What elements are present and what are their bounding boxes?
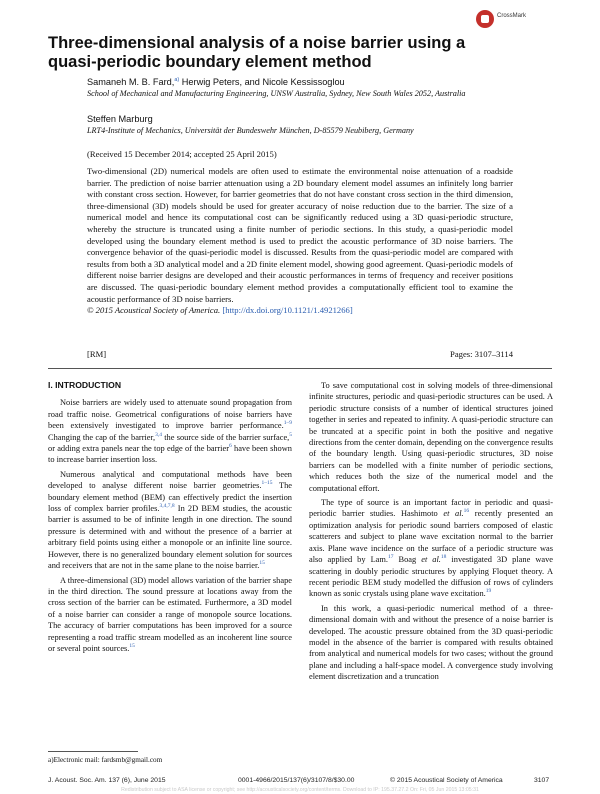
authors-line-2: Steffen Marburg	[87, 114, 153, 124]
crossmark-icon	[476, 10, 494, 28]
coauthor-names: Herwig Peters, and Nicole Kessissoglou	[179, 77, 345, 87]
paragraph: In this work, a quasi-periodic numerical method of a three-dimensional domain with and without the presence of a noise barrier is developed. The acoustic pressure obtained from the 3D quasi-periodic model in the absence of the barrier is compared with results obtained from analytical and numerical models for two cases; without the ground plane and including a half-space model. A convergence study involving element discretization and a truncation	[309, 603, 553, 682]
footer-society: © 2015 Acoustical Society of America	[390, 777, 503, 784]
rm-code: [RM]	[87, 349, 107, 359]
citation-ref[interactable]: 3,4	[155, 431, 162, 438]
footer-journal: J. Acoust. Soc. Am. 137 (6), June 2015	[48, 777, 166, 784]
citation-ref[interactable]: 5	[289, 431, 292, 438]
copyright-notice: © 2015 Acoustical Society of America.	[87, 305, 221, 316]
paragraph: To save computational cost in solving models of three-dimensional infinite structures, periodic and quasi-periodic structures can be used. A periodic structure consists of a number of identical structures joined together in series and repeated to infinity. A quasi-periodic structure can be truncated at a specific point in both the positive and negative directions from the center domain, depending on the convergence results of the boundary length. Using quasi-periodic structures, 3D noise barriers can be modelled with a finite number of periodic sections, which reduces both the size of the numerical model and the computational effort.	[309, 381, 553, 493]
citation-ref[interactable]: 15	[129, 643, 135, 650]
citation-ref[interactable]: 1–9	[283, 420, 292, 427]
author-footnote-mark[interactable]: a)	[174, 76, 180, 83]
citation-ref[interactable]: 6	[229, 443, 232, 450]
doi-link[interactable]: [http://dx.doi.org/10.1121/1.4921266]	[222, 305, 353, 316]
page-range: Pages: 3107–3114	[450, 349, 513, 359]
author-name: Samaneh M. B. Fard,	[87, 77, 175, 87]
author-block-1	[87, 77, 557, 99]
crossmark-logo[interactable]	[476, 10, 528, 30]
section-heading: I. INTRODUCTION	[48, 380, 122, 390]
abstract-text: Two-dimensional (2D) numerical models are often used to estimate the environmental noise attenuation of a roadside barrier. The prediction of noise barrier attenuation using a 2D boundary element model assumes an infinitely long barrier with constant cross section. However, for barrier geometries that do not have constant cross section in the third dimension, three-dimensional (3D) models should be used for greater accuracy of noise reduction due to the barrier. The size of a numerical model and hence its computational cost can be significantly reduced using a 3D quasi-periodic structure, whereby the structure is truncated using a finite number of periodic sections. In this study, a quasi-periodic model developed using the boundary element method is used to predict the acoustic performance of 3D noise barriers. The convergence behavior of the quasi-periodic model is discussed. Results from the quasi-periodic model are compared with results from both a 3D analytical model and a 2D finite element model, showing good agreement. Quasi-periodic models of different noise barrier designs are developed and their acoustic performances in terms of frequency and receiver positions are discussed. The quasi-periodic boundary element method provides a computationally efficient tool to examine the acoustic performance of 3D noise barriers.	[87, 166, 513, 304]
author-block-2	[87, 114, 557, 136]
redistribution-watermark: Redistribution subject to ASA license or copyright; see http://acousticalsociety.org/content/terms. Download to IP: 195.37.27.2 On: Fri, 05 Jun 2015 13:05:31	[121, 787, 479, 793]
paragraph: Numerous analytical and computational methods have been developed to analyse different noise barrier geometries.$^{1-15}$ The boundary element method (BEM) can effectively predict the insertion loss of complex barrier profiles.$^{3,4,7,8}$ In 2D BEM studies, the acoustic barrier is assumed to be of infinite length in one direction. The sound pressure is determined with and without the presence of a barrier at arbitrary field points using either a monopole or an infinite line source. However, there is no generalized boundary element solution for sources and receivers that are not in the same plane to the noise barrier.$^{15}$	[48, 469, 292, 571]
right-column	[309, 380, 553, 686]
pacs-line	[87, 349, 513, 359]
citation-ref[interactable]: 16	[463, 508, 470, 515]
left-column	[48, 380, 292, 657]
abstract-copyright-line	[87, 305, 513, 317]
citation-ref[interactable]: 18	[440, 554, 447, 561]
authors-line-1	[87, 77, 557, 88]
received-dates: (Received 15 December 2014; accepted 25 April 2015)	[87, 149, 277, 159]
crossmark-text: CrossMark	[497, 13, 527, 19]
citation-ref[interactable]: 1–15	[261, 480, 273, 487]
paragraph: A three-dimensional (3D) model allows variation of the barrier shape in the third direction. The sound pressure at locations away from the cross section of the barrier can be estimated. Furthermore, a 3D model of a noise barrier can consider a range of monopole source locations. The accuracy of barrier computations has been improved for a source representing a road traffic stream modelled as an incoherent line source or several point sources.$^{15}$	[48, 575, 292, 653]
footnote-divider	[48, 751, 138, 752]
abstract	[87, 166, 513, 317]
affiliation-1: School of Mechanical and Manufacturing Engineering, UNSW Australia, Sydney, New South Wales 2052, Australia	[87, 89, 466, 98]
footer-page-number: 3107	[534, 777, 550, 784]
divider-line	[48, 368, 552, 369]
footer-code: 0001-4966/2015/137(6)/3107/8/$30.00	[238, 777, 355, 784]
paper-title: Three-dimensional analysis of a noise barrier using a quasi-periodic boundary element method	[48, 34, 466, 71]
citation-ref[interactable]: 17	[388, 554, 394, 561]
citation-ref[interactable]: 3,4,7,8	[159, 503, 175, 510]
paragraph: The type of source is an important factor in periodic and quasi-periodic barrier studies. Hashimoto et al.$^{16}$ recently presented an optimization analysis for periodic sound barriers composed of elastic scatterers and subject to plane wave excitation normal to the barrier axis. Plane wave incidence on the surface of a periodic structure was also applied by Lam.$^{17}$ Boag et al.$^{18}$ investigated 3D plane wave scattering in doubly periodic structures by applying Floquet theory. A recent periodic BEM study modelled the diffusion of rows of cylinders known as sonic crystals using plane wave excitation.$^{19}$	[309, 498, 553, 599]
affiliation-2: LRT4-Institute of Mechanics, Universität der Bundeswehr München, D-85579 Neubiberg, Germany	[87, 126, 414, 135]
citation-ref[interactable]: 19	[485, 588, 492, 595]
citation-ref[interactable]: 15	[259, 560, 265, 567]
paragraph: Noise barriers are widely used to attenuate sound propagation from road traffic noise. Geometrical configurations of noise barriers have been extensively investigated to improve barrier performance.$^{1-9}$ Changing the cap of the barrier,$^{3,4}$ the source side of the barrier surface,$^5$ or adding extra panels near the top edge of the barrier$^6$ have been shown to increase barrier insertion loss.	[48, 398, 292, 465]
footnote-email: a)Electronic mail: fardsmb@gmail.com	[48, 756, 163, 764]
